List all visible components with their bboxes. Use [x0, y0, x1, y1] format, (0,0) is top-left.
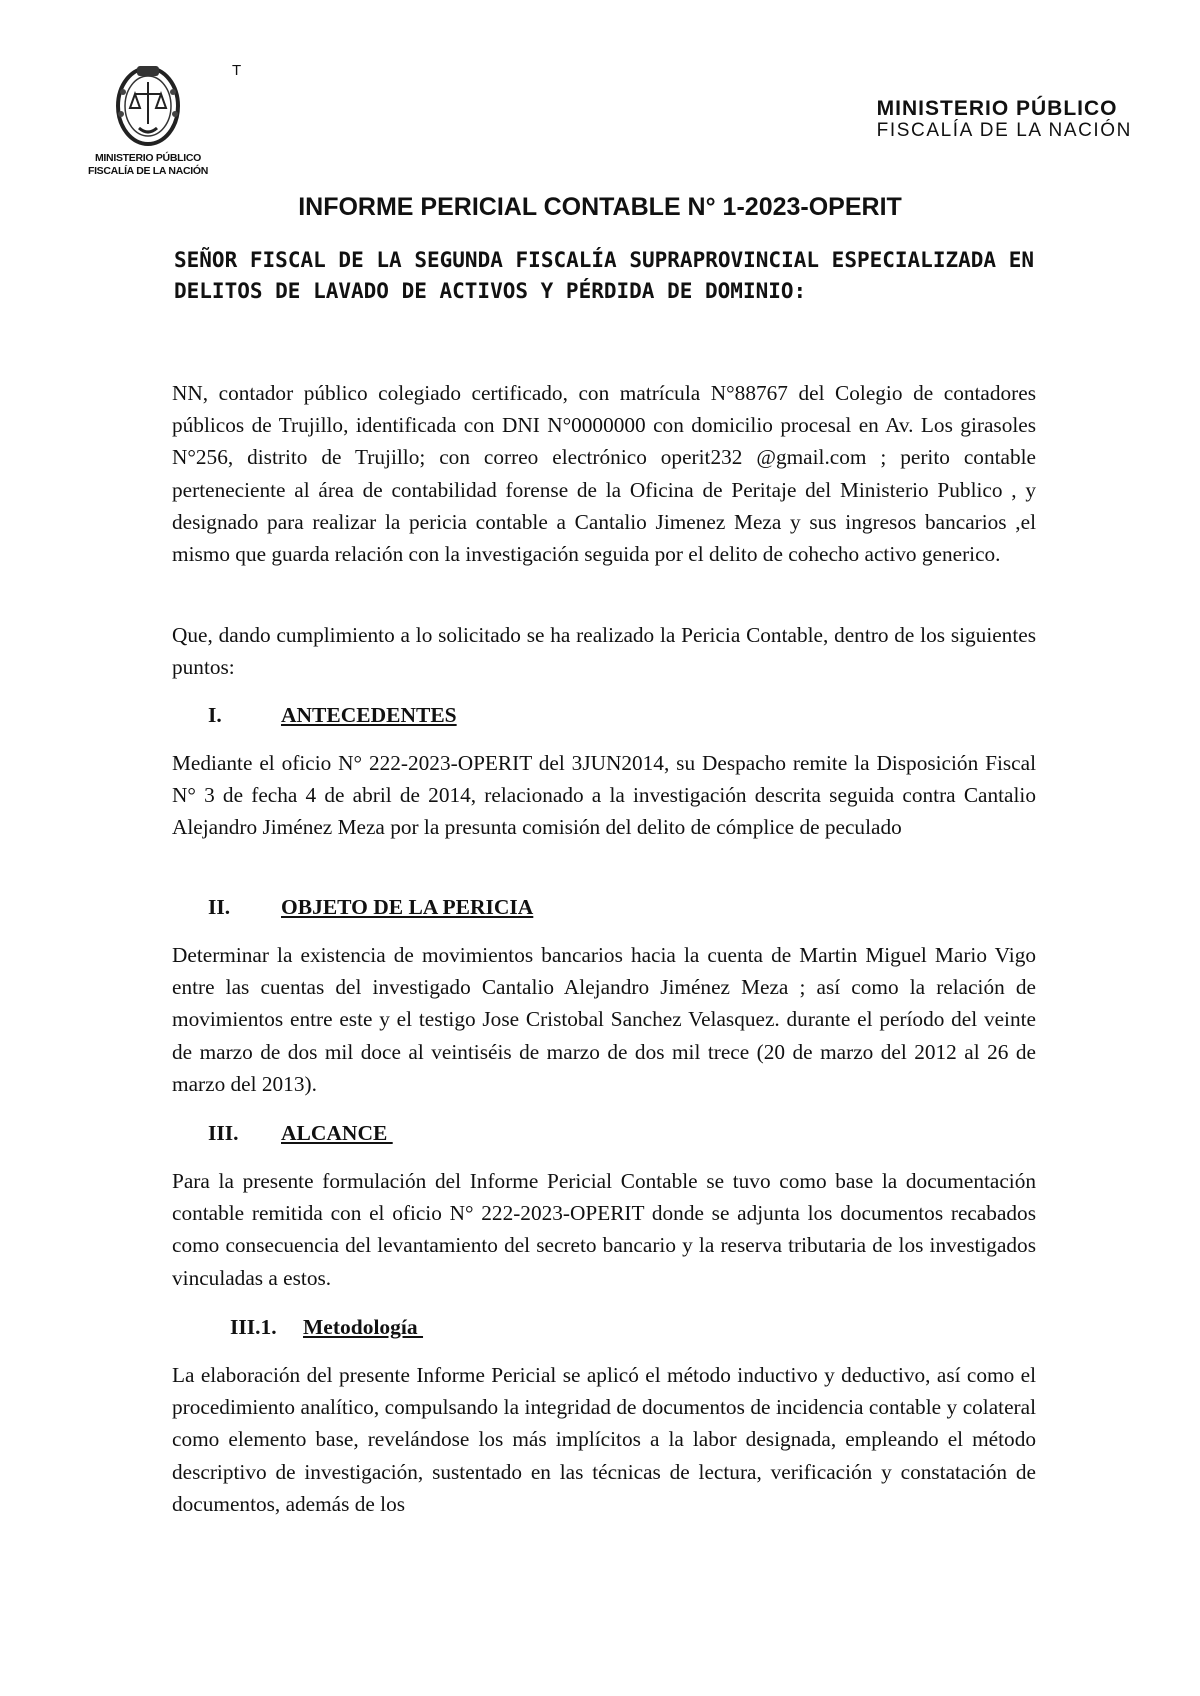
addressee-block: SEÑOR FISCAL DE LA SEGUNDA FISCALÍA SUPRAPROVINCIAL ESPECIALIZADA EN DELITOS DE LAVADO DE ACTIVOS Y PÉRDIDA DE DOMINIO:: [174, 248, 1034, 303]
section-text-2: Determinar la existencia de movimientos bancarios hacia la cuenta de Martin Miguel Mario Vigo entre las cuentas del investigado Cantalio Alejandro Jiménez Meza ; así como la relación de movimientos entre este y el testigo Jose Cristobal Sanchez Velasquez. durante el período del veinte de marzo de dos mil doce al veintiséis de marzo de dos mil trece (20 de marzo del 2012 al 26 de marzo del 2013).: [172, 943, 1036, 1096]
brand-line2: FISCALÍA DE LA NACIÓN: [876, 120, 1132, 141]
coat-of-arms-icon: [113, 62, 183, 150]
section-title: ALCANCE: [281, 1121, 393, 1145]
section-text-1: Mediante el oficio N° 222-2023-OPERIT del 3JUN2014, su Despacho remite la Disposición Fiscal N° 3 de fecha 4 de abril de 2014, relacionado a la investigación descrita seguida contra Cantalio Alejandro Jiménez Meza por la presunta comisión del delito de cómplice de peculado: [172, 751, 1036, 840]
section-text-3-1: La elaboración del presente Informe Pericial se aplicó el método inductivo y deductivo, así como el procedimiento analítico, compulsando la integridad de documentos de incidencia contable y colateral como elemento base, revelándose los más implícitos a la labor designada, empleando el método descriptivo de investigación, sustentado en las técnicas de lectura, verificación y constatación de documentos, además de los: [172, 1363, 1036, 1516]
intro-paragraph-2: Que, dando cumplimiento a lo solicitado se ha realizado la Pericia Contable, dentro de los siguientes puntos:: [172, 623, 1036, 680]
section-title: OBJETO DE LA PERICIA: [281, 895, 534, 919]
ministry-seal-logo: [86, 62, 210, 178]
section-text-3: Para la presente formulación del Informe Pericial Contable se tuvo como base la documentación contable remitida con el oficio N° 222-2023-OPERIT donde se adjunta los documentos recabados como consecuencia del levantamiento del secreto bancario y la reserva tributaria de los investigados vinculadas a estos.: [172, 1169, 1036, 1290]
stray-mark: T: [232, 62, 242, 79]
section-title: Metodología: [303, 1315, 424, 1339]
section-number: II.: [208, 895, 231, 919]
section-title: ANTECEDENTES: [281, 703, 457, 727]
ministry-brand: [877, 98, 1132, 142]
section-number: III.: [208, 1121, 239, 1145]
seal-caption-line1: MINISTERIO PÚBLICO: [94, 152, 202, 164]
seal-caption-line2: FISCALÍA DE LA NACIÓN: [87, 165, 209, 177]
intro-paragraph-1: NN, contador público colegiado certificado, con matrícula N°88767 del Colegio de contadores públicos de Trujillo, identificada con DNI N°0000000 con domicilio procesal en Av. Los girasoles N°256, distrito de Trujillo; con correo electrónico operit232 @gmail.com ; perito contable perteneciente al área de contabilidad forense de la Oficina de Peritaje del Ministerio Publico , y designado para realizar la pericia contable a Cantalio Jimenez Meza y sus ingresos bancarios ,el mismo que guarda relación con la investigación seguida por el delito de cohecho activo generico.: [172, 381, 1036, 567]
brand-line1: MINISTERIO PÚBLICO: [876, 97, 1118, 120]
section-number: I.: [208, 703, 222, 727]
report-title: INFORME PERICIAL CONTABLE N° 1-2023-OPERIT: [298, 193, 902, 221]
section-number: III.1.: [230, 1315, 277, 1339]
